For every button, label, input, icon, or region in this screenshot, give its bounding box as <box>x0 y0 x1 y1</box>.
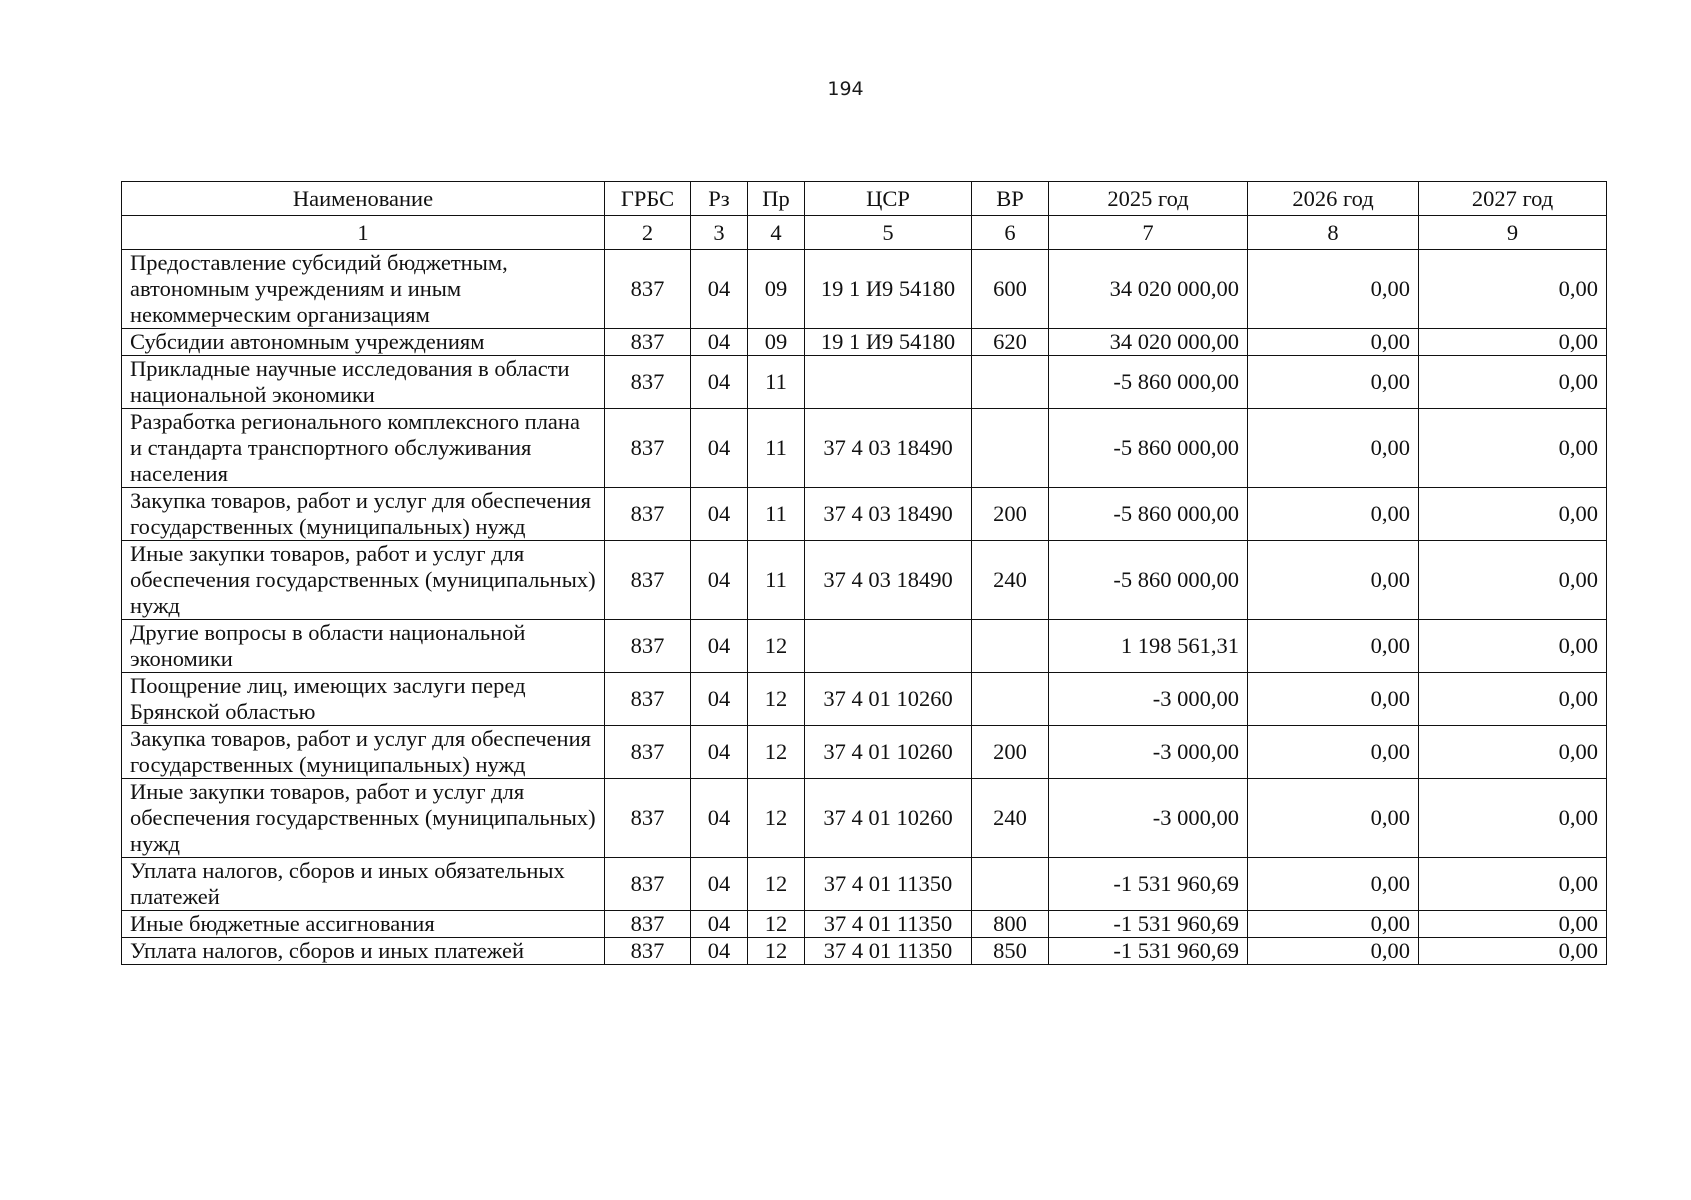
header-csr: ЦСР <box>805 182 972 216</box>
row-pr: 11 <box>748 488 805 541</box>
row-csr: 37 4 01 11350 <box>805 911 972 938</box>
row-csr: 19 1 И9 54180 <box>805 250 972 329</box>
row-csr: 37 4 01 10260 <box>805 779 972 858</box>
row-name: Закупка товаров, работ и услуг для обеспечения государственных (муниципальных) нужд <box>122 488 605 541</box>
row-csr: 37 4 03 18490 <box>805 541 972 620</box>
row-rz: 04 <box>691 329 748 356</box>
row-amount-2027: 0,00 <box>1419 726 1607 779</box>
header-name: Наименование <box>122 182 605 216</box>
row-rz: 04 <box>691 409 748 488</box>
row-amount-2027: 0,00 <box>1419 329 1607 356</box>
table-row <box>122 488 1607 541</box>
row-grbs: 837 <box>605 673 691 726</box>
row-pr: 11 <box>748 541 805 620</box>
row-amount-2025: 34 020 000,00 <box>1049 329 1248 356</box>
row-amount-2026: 0,00 <box>1248 779 1419 858</box>
row-amount-2025: -1 531 960,69 <box>1049 911 1248 938</box>
row-grbs: 837 <box>605 356 691 409</box>
row-pr: 12 <box>748 858 805 911</box>
row-vr <box>972 858 1049 911</box>
row-csr <box>805 356 972 409</box>
row-amount-2027: 0,00 <box>1419 488 1607 541</box>
row-amount-2025: -1 531 960,69 <box>1049 938 1248 965</box>
row-vr: 200 <box>972 488 1049 541</box>
row-amount-2026: 0,00 <box>1248 409 1419 488</box>
row-rz: 04 <box>691 250 748 329</box>
row-csr: 37 4 01 11350 <box>805 938 972 965</box>
row-vr: 850 <box>972 938 1049 965</box>
row-amount-2025: 1 198 561,31 <box>1049 620 1248 673</box>
row-amount-2027: 0,00 <box>1419 938 1607 965</box>
row-pr: 09 <box>748 329 805 356</box>
row-grbs: 837 <box>605 726 691 779</box>
row-rz: 04 <box>691 541 748 620</box>
row-name: Прикладные научные исследования в области национальной экономики <box>122 356 605 409</box>
row-vr: 240 <box>972 779 1049 858</box>
row-grbs: 837 <box>605 250 691 329</box>
row-rz: 04 <box>691 356 748 409</box>
row-name: Разработка регионального комплексного плана и стандарта транспортного обслуживания населения <box>122 409 605 488</box>
row-grbs: 837 <box>605 779 691 858</box>
row-amount-2026: 0,00 <box>1248 329 1419 356</box>
row-amount-2026: 0,00 <box>1248 488 1419 541</box>
row-grbs: 837 <box>605 620 691 673</box>
header-2027: 2027 год <box>1419 182 1607 216</box>
table-row <box>122 409 1607 488</box>
row-csr: 37 4 03 18490 <box>805 409 972 488</box>
table-row <box>122 329 1607 356</box>
row-csr <box>805 620 972 673</box>
row-name: Другие вопросы в области национальной экономики <box>122 620 605 673</box>
row-vr <box>972 409 1049 488</box>
row-pr: 11 <box>748 409 805 488</box>
header-pr: Пр <box>748 182 805 216</box>
row-amount-2027: 0,00 <box>1419 779 1607 858</box>
row-amount-2026: 0,00 <box>1248 726 1419 779</box>
row-name: Предоставление субсидий бюджетным, автономным учреждениям и иным некоммерческим организациям <box>122 250 605 329</box>
row-csr: 37 4 01 11350 <box>805 858 972 911</box>
row-amount-2026: 0,00 <box>1248 938 1419 965</box>
row-rz: 04 <box>691 673 748 726</box>
row-rz: 04 <box>691 858 748 911</box>
row-csr: 37 4 01 10260 <box>805 726 972 779</box>
row-amount-2025: -5 860 000,00 <box>1049 356 1248 409</box>
row-rz: 04 <box>691 938 748 965</box>
row-grbs: 837 <box>605 858 691 911</box>
table-row <box>122 356 1607 409</box>
row-amount-2026: 0,00 <box>1248 858 1419 911</box>
row-amount-2027: 0,00 <box>1419 250 1607 329</box>
header-vr: ВР <box>972 182 1049 216</box>
row-name: Уплата налогов, сборов и иных платежей <box>122 938 605 965</box>
row-rz: 04 <box>691 620 748 673</box>
column-number: 8 <box>1248 216 1419 250</box>
table-row <box>122 726 1607 779</box>
row-vr: 800 <box>972 911 1049 938</box>
row-amount-2026: 0,00 <box>1248 911 1419 938</box>
row-amount-2026: 0,00 <box>1248 673 1419 726</box>
row-amount-2025: -5 860 000,00 <box>1049 541 1248 620</box>
row-name: Поощрение лиц, имеющих заслуги перед Брянской областью <box>122 673 605 726</box>
column-number: 4 <box>748 216 805 250</box>
column-number: 9 <box>1419 216 1607 250</box>
row-name: Иные закупки товаров, работ и услуг для обеспечения государственных (муниципальных) нужд <box>122 779 605 858</box>
row-amount-2027: 0,00 <box>1419 620 1607 673</box>
row-vr: 620 <box>972 329 1049 356</box>
row-vr <box>972 620 1049 673</box>
row-vr: 600 <box>972 250 1049 329</box>
row-grbs: 837 <box>605 329 691 356</box>
row-grbs: 837 <box>605 911 691 938</box>
budget-table <box>121 181 1607 965</box>
row-amount-2025: -3 000,00 <box>1049 673 1248 726</box>
row-vr <box>972 673 1049 726</box>
row-amount-2025: 34 020 000,00 <box>1049 250 1248 329</box>
table-row <box>122 250 1607 329</box>
table-row <box>122 938 1607 965</box>
row-pr: 12 <box>748 938 805 965</box>
row-csr: 37 4 03 18490 <box>805 488 972 541</box>
table-row <box>122 620 1607 673</box>
row-name: Субсидии автономным учреждениям <box>122 329 605 356</box>
row-amount-2026: 0,00 <box>1248 356 1419 409</box>
row-name: Уплата налогов, сборов и иных обязательных платежей <box>122 858 605 911</box>
header-grbs: ГРБС <box>605 182 691 216</box>
row-amount-2027: 0,00 <box>1419 911 1607 938</box>
row-vr: 200 <box>972 726 1049 779</box>
table-row <box>122 911 1607 938</box>
column-number: 5 <box>805 216 972 250</box>
row-rz: 04 <box>691 911 748 938</box>
row-pr: 12 <box>748 726 805 779</box>
row-amount-2025: -3 000,00 <box>1049 726 1248 779</box>
row-amount-2026: 0,00 <box>1248 620 1419 673</box>
row-pr: 12 <box>748 673 805 726</box>
header-2025: 2025 год <box>1049 182 1248 216</box>
row-name: Закупка товаров, работ и услуг для обеспечения государственных (муниципальных) нужд <box>122 726 605 779</box>
table-header-row <box>122 182 1607 216</box>
row-csr: 37 4 01 10260 <box>805 673 972 726</box>
row-name: Иные закупки товаров, работ и услуг для обеспечения государственных (муниципальных) нужд <box>122 541 605 620</box>
row-amount-2026: 0,00 <box>1248 541 1419 620</box>
header-rz: Рз <box>691 182 748 216</box>
table-row <box>122 858 1607 911</box>
column-number: 2 <box>605 216 691 250</box>
page-number: 194 <box>827 78 864 100</box>
row-amount-2025: -1 531 960,69 <box>1049 858 1248 911</box>
row-amount-2027: 0,00 <box>1419 673 1607 726</box>
row-amount-2025: -5 860 000,00 <box>1049 409 1248 488</box>
row-pr: 12 <box>748 779 805 858</box>
row-pr: 09 <box>748 250 805 329</box>
header-2026: 2026 год <box>1248 182 1419 216</box>
column-number: 6 <box>972 216 1049 250</box>
row-vr <box>972 356 1049 409</box>
column-number: 3 <box>691 216 748 250</box>
row-amount-2027: 0,00 <box>1419 858 1607 911</box>
row-grbs: 837 <box>605 938 691 965</box>
row-pr: 11 <box>748 356 805 409</box>
row-amount-2027: 0,00 <box>1419 541 1607 620</box>
row-grbs: 837 <box>605 488 691 541</box>
column-number: 7 <box>1049 216 1248 250</box>
row-amount-2027: 0,00 <box>1419 356 1607 409</box>
table-row <box>122 673 1607 726</box>
row-rz: 04 <box>691 488 748 541</box>
column-number-row <box>122 216 1607 250</box>
row-amount-2026: 0,00 <box>1248 250 1419 329</box>
row-pr: 12 <box>748 911 805 938</box>
column-number: 1 <box>122 216 605 250</box>
row-amount-2025: -5 860 000,00 <box>1049 488 1248 541</box>
row-pr: 12 <box>748 620 805 673</box>
row-rz: 04 <box>691 726 748 779</box>
table-row <box>122 779 1607 858</box>
row-grbs: 837 <box>605 409 691 488</box>
row-amount-2025: -3 000,00 <box>1049 779 1248 858</box>
row-csr: 19 1 И9 54180 <box>805 329 972 356</box>
table-row <box>122 541 1607 620</box>
row-vr: 240 <box>972 541 1049 620</box>
row-grbs: 837 <box>605 541 691 620</box>
row-amount-2027: 0,00 <box>1419 409 1607 488</box>
row-name: Иные бюджетные ассигнования <box>122 911 605 938</box>
row-rz: 04 <box>691 779 748 858</box>
